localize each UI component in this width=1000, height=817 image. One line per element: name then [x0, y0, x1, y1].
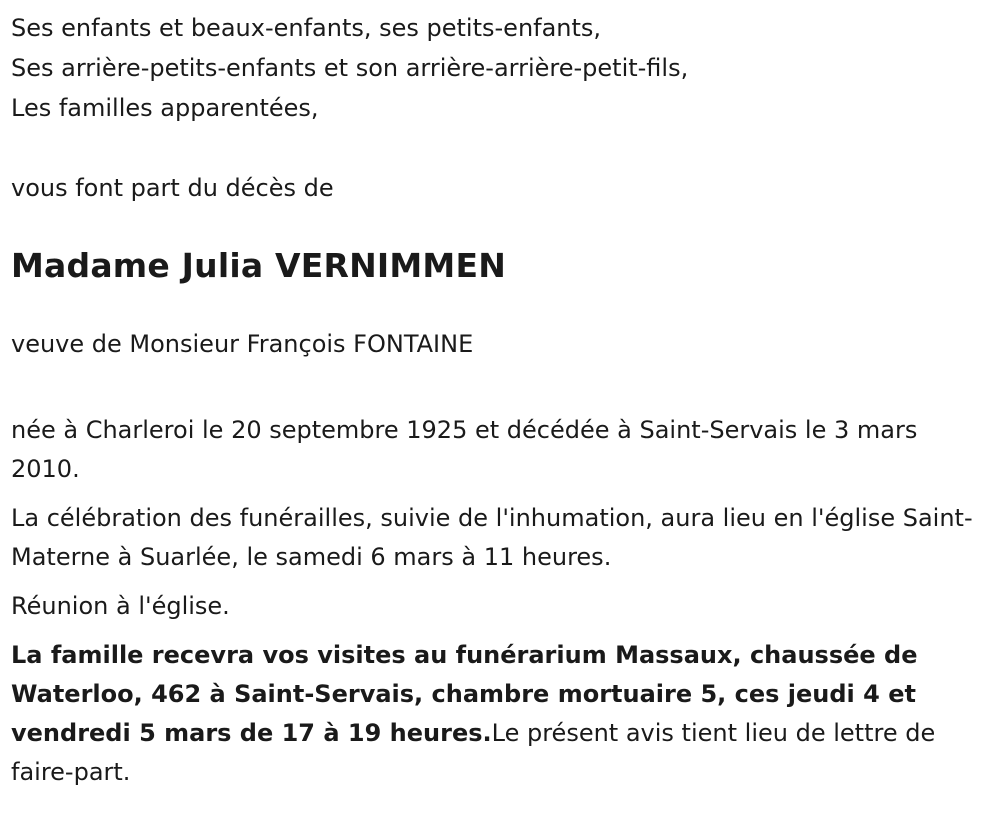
funeral-text: La célébration des funérailles, suivie de l'inhumation, aura lieu en l'église Saint-Materne à Suarlée, le samedi 6 mars à 11 heures. [11, 504, 973, 571]
family-line-great-grandchildren: Ses arrière-petits-enfants et son arrière-arrière-petit-fils, [11, 54, 689, 82]
visits-paragraph [11, 636, 986, 792]
visits-text: La famille recevra vos visites au funérarium Massaux, chaussée de Waterloo, 462 à Saint-Servais, chambre mortuaire 5, ces jeudi 4 et vendredi 5 mars de 17 à 19 heures. [11, 641, 918, 747]
widow-of-text: veuve de Monsieur François FONTAINE [11, 330, 474, 358]
notice-text: Le présent avis tient lieu de lettre de faire-part. [11, 719, 936, 786]
intro-text: vous font part du décès de [11, 174, 334, 202]
obituary-notice [11, 8, 986, 792]
family-line-children: Ses enfants et beaux-enfants, ses petits-enfants, [11, 14, 602, 42]
blank-line [11, 128, 986, 168]
deceased-name: Madame Julia VERNIMMEN [11, 246, 507, 285]
birth-death-text: née à Charleroi le 20 septembre 1925 et décédée à Saint-Servais le 3 mars 2010. [11, 416, 918, 483]
family-line-relatives: Les familles apparentées, [11, 94, 319, 122]
meeting-text: Réunion à l'église. [11, 592, 230, 620]
